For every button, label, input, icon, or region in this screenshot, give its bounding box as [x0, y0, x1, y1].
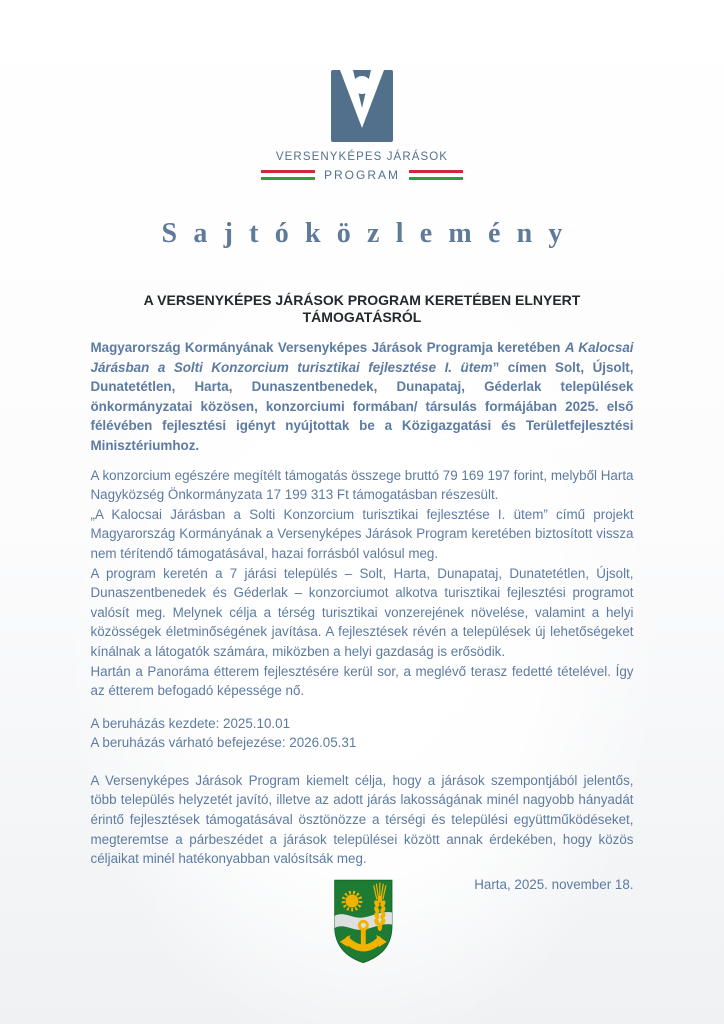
logo-program-word: PROGRAM: [323, 168, 400, 182]
body-paragraph-consortium: A program keretén a 7 járási település – Solt, Harta, Dunapataj, Dunatetétlen, Újsolt, Dunaszentbenedek és Géderlak – konzorciumot alkotva turisztikai fejlesztési programot valósít meg. Melynek célja a térség turisztikai vonzerejének növelése, valamint a helyi közösségek életminőségének javítása. A fejlesztések révén a települések új lehetőségeket kínálnak a látogatók számára, miközben a helyi gazdaság is erősödik.: [90, 565, 634, 659]
hungarian-flag-stripe-right-icon: [409, 170, 463, 180]
location-pin-logo-icon: [331, 70, 393, 142]
hungarian-flag-stripe-left-icon: [261, 170, 315, 180]
lead-text-project-title: A Kalocsai Járásban a Solti Konzorcium turisztikai fejlesztése I. ütem: [90, 340, 634, 375]
closing-paragraph: A Versenyképes Járások Program kiemelt célja, hogy a járások szempontjából jelentős, több település helyzetét javító, illetve az adott járás lakosságának minél nagyobb hányadát érintő fejlesztések támogatásával ösztönözze a térségi és települési együttműködéseket, megteremtse a párbeszédet a járások települései között annak érdekében, hogy közös céljaikat minél hatékonyabban valósítsák meg.: [90, 772, 634, 867]
program-logo: [0, 0, 724, 182]
body-paragraph-harta: Hartán a Panoráma étterem fejlesztésére kerül sor, a meglévő terasz fedetté tételével. Így az étterem befogadó képessége nő.: [90, 663, 634, 699]
logo-subtitle-row: [0, 168, 724, 182]
body-paragraph-funding: A konzorcium egészére megítélt támogatás összege bruttó 79 169 197 forint, melyből Harta Nagyközség Önkormányzata 17 199 313 Ft támogatásban részesült.: [90, 467, 634, 503]
press-release-subject: A VERSENYKÉPES JÁRÁSOK PROGRAM KERETÉBEN ELNYERT TÁMOGATÁSRÓL: [143, 292, 581, 325]
page-title: Sajtóközlemény: [161, 218, 579, 249]
lead-paragraph: [91, 338, 634, 456]
investment-end-line: A beruházás várható befejezése: 2026.05.31: [90, 735, 357, 751]
lead-text-prefix: Magyarország Kormányának Versenyképes Járások Programja keretében: [90, 340, 565, 355]
dateline: Harta, 2025. november 18.: [474, 876, 634, 892]
harta-coat-of-arms-icon: [330, 875, 396, 967]
body-paragraph-project: „A Kalocsai Járásban a Solti Konzorcium turisztikai fejlesztése I. ütem” című projekt Magyarország Kormányának a Versenyképes Járások Program keretében biztosított vissza nem térítendő támogatásával, hazai forrásból valósul meg.: [90, 506, 634, 561]
press-release-body: [91, 338, 634, 869]
investment-start-line: A beruházás kezdete: 2025.10.01: [90, 715, 291, 731]
lead-text-suffix: ” címen Solt, Újsolt, Dunatetétlen, Harta, Dunaszentbenedek, Dunapataj, Géderlak települések önkormányzatai közösen, konzorciumi formában/ társulás formájában 2025. első félévében fejlesztési igényt nyújtottak be a Közigazgatási és Területfejlesztési Minisztériumhoz.: [90, 359, 634, 453]
logo-program-name: VERSENYKÉPES JÁRÁSOK: [275, 151, 449, 163]
footer-row: [91, 875, 634, 979]
